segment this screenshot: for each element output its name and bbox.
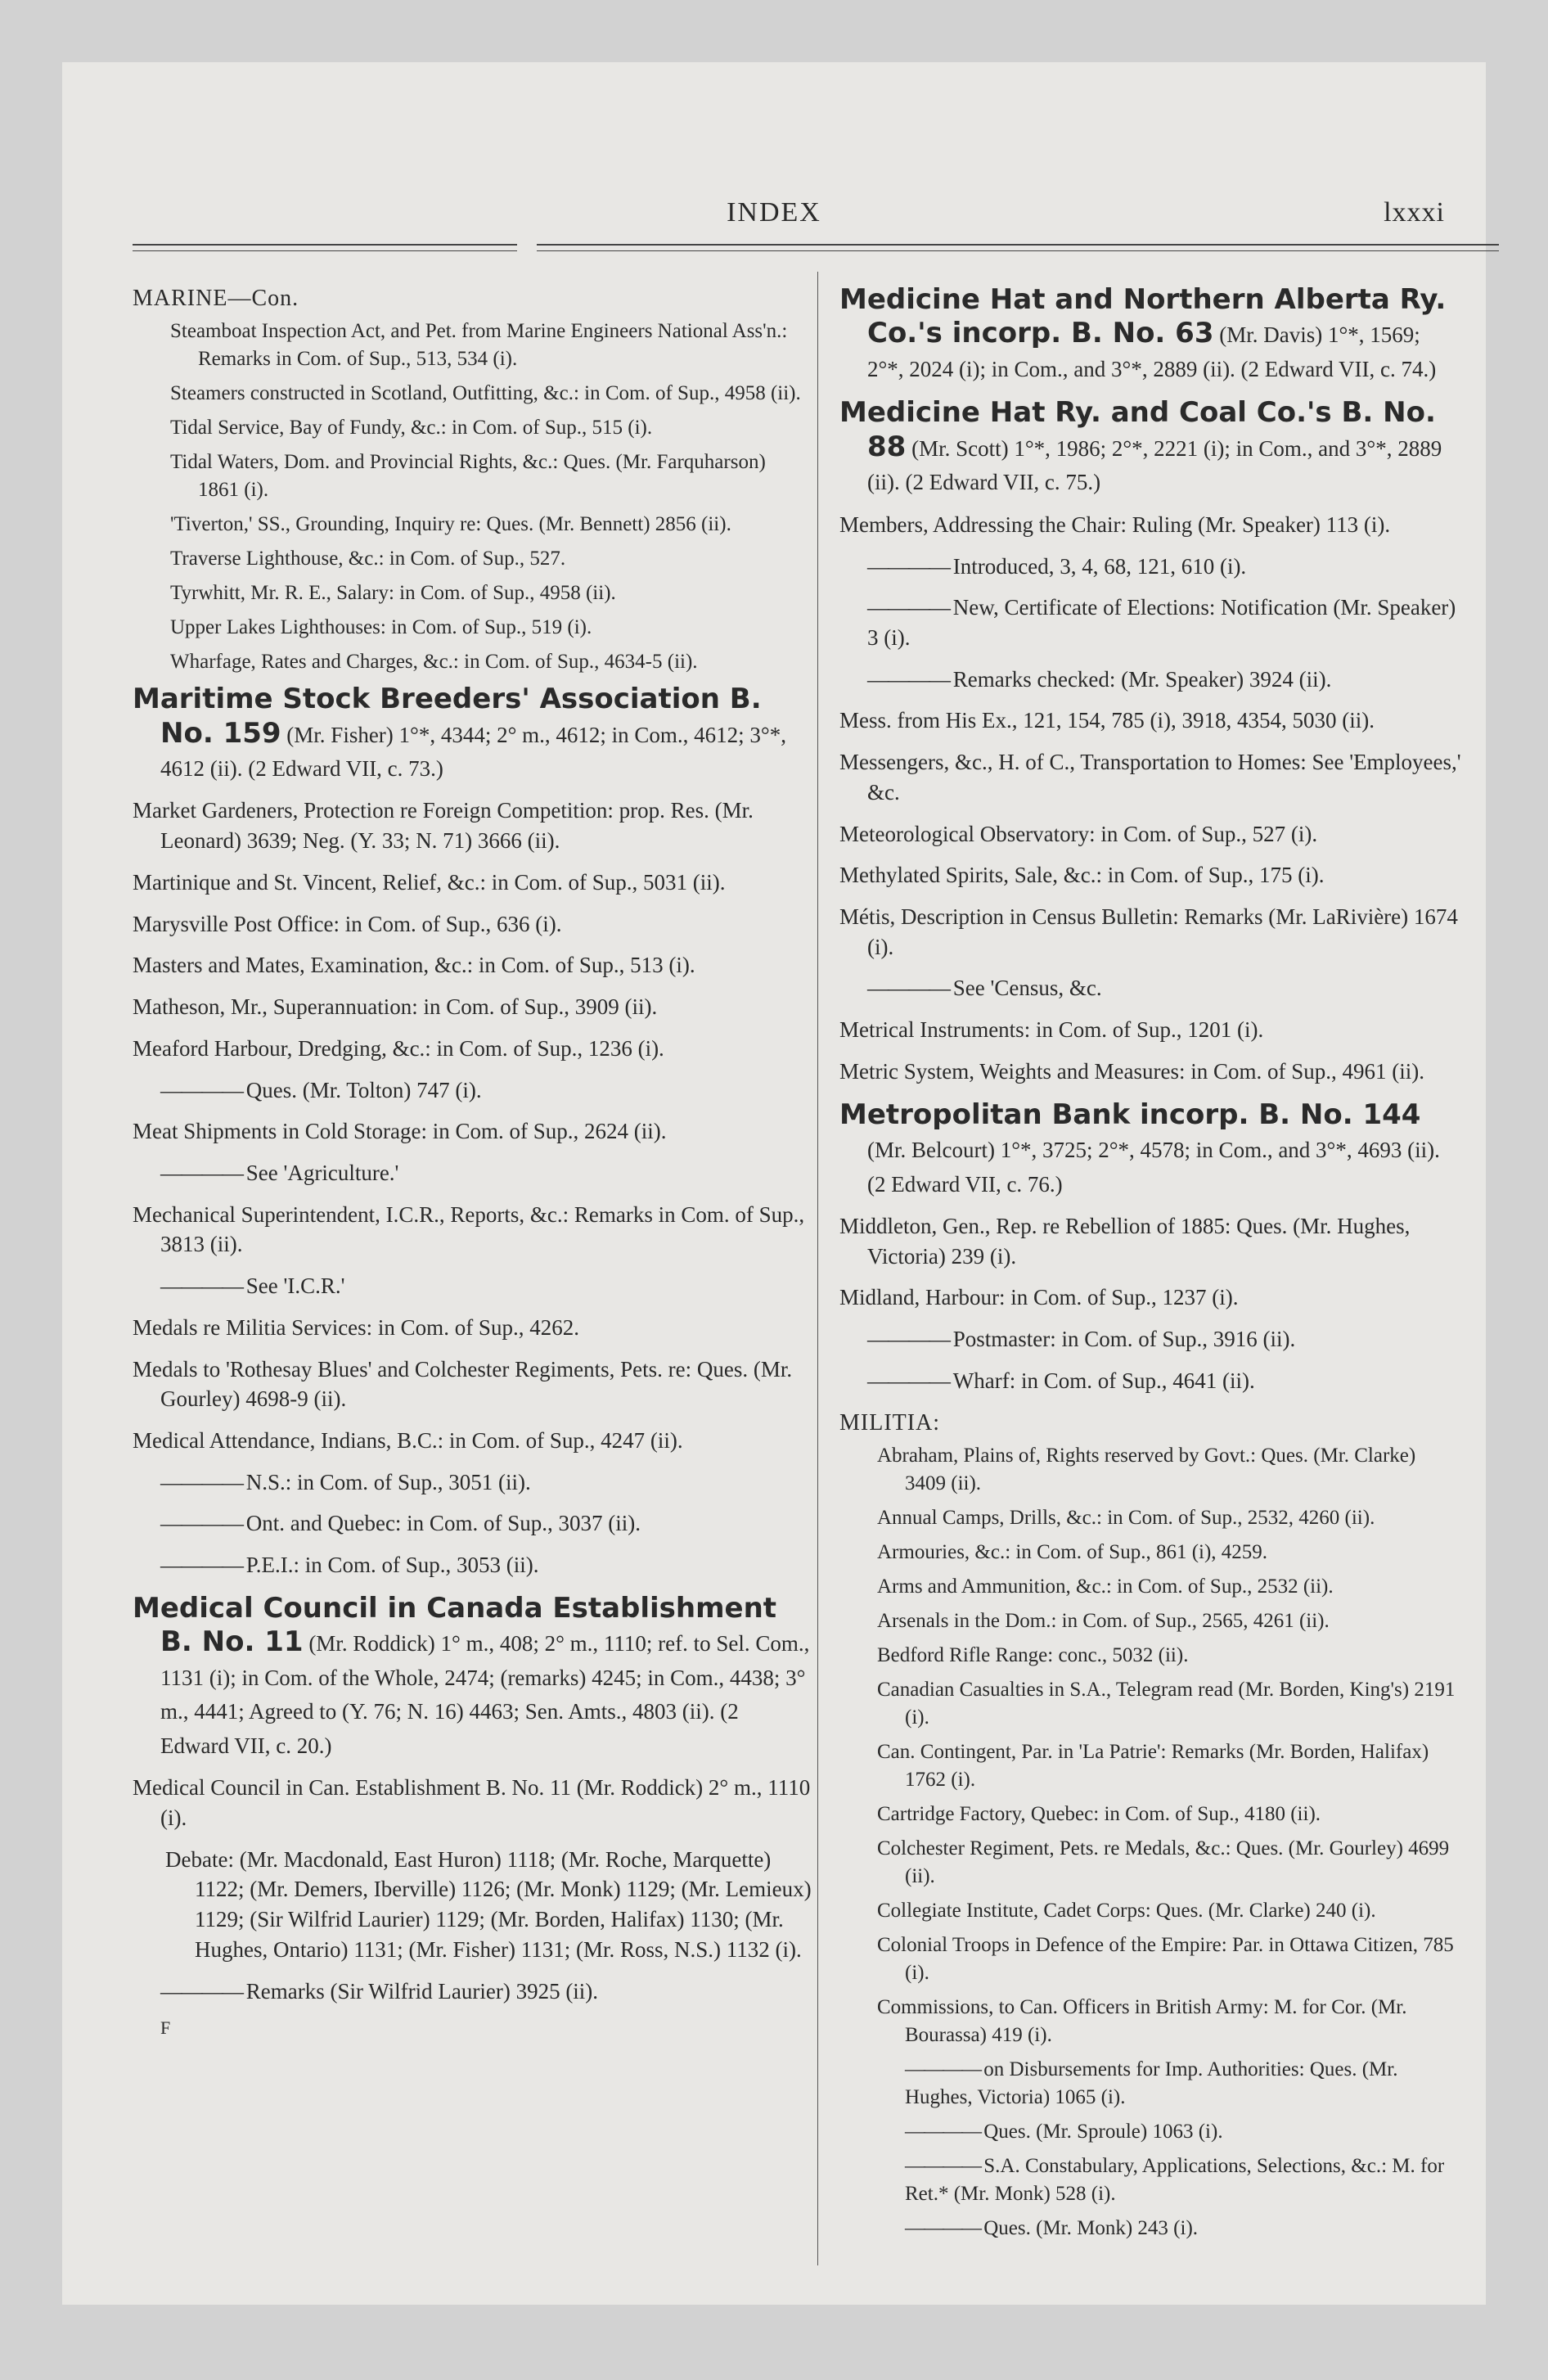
entry-text: Masters and Mates, Examination, &c.: in Com. of Sup., 513 (i). [133,953,695,978]
entry-text: Medical Council in Can. Establishment B. No. 11 (Mr. Roddick) 2° m., 1110 (i). [133,1775,811,1830]
entry-text: MILITIA: [839,1409,941,1436]
entry-text: Can. Contingent, Par. in 'La Patrie': Remarks (Mr. Borden, Halifax) 1762 (i). [877,1740,1429,1791]
entry-text: Medicine Hat and Northern Alberta Ry. Co.'s incorp. B. No. 63 [839,283,1447,350]
index-entry [133,1845,812,1965]
index-entry [839,1324,1461,1355]
index-entry [839,1607,1461,1635]
entry-text: Tidal Waters, Dom. and Provincial Rights, &c.: Ques. (Mr. Farquharson) 1861 (i). [170,451,766,502]
index-entry [133,909,812,940]
index-entry [133,1313,812,1343]
entry-text: Abraham, Plains of, Rights reserved by Govt.: Ques. (Mr. Clarke) 3409 (ii). [877,1444,1416,1494]
entry-detail: (Mr. Davis) 1°*, 1569; 2°*, 2024 (i); in Com., and 3°*, 2889 (ii). (2 Edward VII, c. 74.) [867,322,1437,381]
index-entry [839,283,1461,385]
index-entry [133,283,812,314]
index-entry [839,1931,1461,1987]
index-entry [133,1550,812,1580]
index-entry [133,380,812,408]
header-rule-right [537,244,1499,251]
index-entry [133,545,812,573]
index-entry [839,1897,1461,1925]
index-entry [839,2056,1461,2112]
index-entry [839,1738,1461,1794]
entry-text: Steamboat Inspection Act, and Pet. from Marine Engineers National Ass'n.: Remarks in Com. of Sup., 513, 534 (i). [170,320,788,371]
index-entry [133,1977,812,2007]
index-entry [839,860,1461,890]
entry-text: Wharfage, Rates and Charges, &c.: in Com. of Sup., 4634-5 (ii). [170,651,698,674]
index-entry [133,579,812,607]
entry-text: Remarks checked: (Mr. Speaker) 3924 (ii). [952,666,1332,692]
index-entry [839,1442,1461,1498]
index-entry [839,1504,1461,1532]
index-entry [839,819,1461,850]
entry-text: Collegiate Institute, Cadet Corps: Ques. (Mr. Clarke) 240 (i). [877,1899,1376,1922]
entry-text: Mess. from His Ex., 121, 154, 785 (i), 3918, 4354, 5030 (ii). [839,708,1375,733]
signature-mark: F [160,2017,171,2039]
entry-detail: (Mr. Belcourt) 1°*, 3725; 2°*, 4578; in Com., and 3°*, 4693 (ii). (2 Edward VII, c. 76.) [867,1138,1440,1197]
entry-text: Meaford Harbour, Dredging, &c.: in Com. of Sup., 1236 (i). [133,1035,664,1061]
index-entry [839,1015,1461,1045]
entry-text: Commissions, to Can. Officers in British Army: M. for Cor. (Mr. Bourassa) 419 (i). [877,1995,1407,2046]
index-entry [839,665,1461,695]
entry-detail: (Mr. Fisher) 1°*, 4344; 2° m., 4612; in Com., 4612; 3°*, 4612 (ii). (2 Edward VII, c. 73.) [160,722,786,782]
entry-text: Market Gardeners, Protection re Foreign Competition: prop. Res. (Mr. Leonard) 3639; Neg. (Y. 33; N. 71) 3666 (ii). [133,798,754,854]
entry-text: Arsenals in the Dom.: in Com. of Sup., 2565, 4261 (ii). [877,1609,1330,1632]
entry-text: Cartridge Factory, Quebec: in Com. of Sup., 4180 (ii). [877,1802,1321,1825]
entry-text: Debate: (Mr. Macdonald, East Huron) 1118; (Mr. Roche, Marquette) 1122; (Mr. Demers, Iberville) 1126; (Mr. Monk) 1129; (Mr. Lemieux) 1129; (Sir Wilfrid Laurier) 1129; (Mr. Borden, Halifax) 1130; (Mr. Hughes, Ontario) 1131; (Mr. Fisher) 1131; (Mr. Ross, N.S.) 1132 (i). [165,1846,812,1962]
index-entry [839,2118,1461,2146]
entry-text: 'Tiverton,' SS., Grounding, Inquiry re: Ques. (Mr. Bennett) 2856 (ii). [170,513,731,536]
entry-text: Medical Attendance, Indians, B.C.: in Com. of Sup., 4247 (ii). [133,1427,683,1453]
entry-text: Colchester Regiment, Pets. re Medals, &c.: Ques. (Mr. Gourley) 4699 (ii). [877,1837,1450,1887]
index-entry [133,1075,812,1106]
index-entry [839,1642,1461,1670]
entry-text: Methylated Spirits, Sale, &c.: in Com. of Sup., 175 (i). [839,863,1325,888]
index-entry [839,705,1461,736]
entry-text: Medical Council in Canada Establishment B. No. 11 [133,1591,777,1659]
index-entry [839,1057,1461,1087]
page-title: INDEX [727,197,821,228]
index-entry [839,1282,1461,1313]
entry-text: Métis, Description in Census Bulletin: Remarks (Mr. LaRivière) 1674 (i). [839,904,1458,959]
index-entry [839,2152,1461,2208]
entry-text: Steamers constructed in Scotland, Outfitting, &c.: in Com. of Sup., 4958 (ii). [170,382,801,405]
entry-text: Ques. (Mr. Sproule) 1063 (i). [983,2120,1223,2143]
index-entry [133,796,812,855]
entry-text: Ont. and Quebec: in Com. of Sup., 3037 (ii). [245,1511,641,1536]
index-entry [133,1467,812,1498]
index-entry [839,1098,1461,1200]
index-entry [133,614,812,642]
index-entry [839,1801,1461,1828]
entry-text: Midland, Harbour: in Com. of Sup., 1237 (i). [839,1285,1239,1310]
index-page [62,62,1486,2305]
entry-text: Postmaster: in Com. of Sup., 3916 (ii). [952,1327,1296,1352]
entry-text: Tyrwhitt, Mr. R. E., Salary: in Com. of Sup., 4958 (ii). [170,582,616,605]
header-rule-left [133,244,517,251]
running-head [62,197,1486,230]
index-entry [133,1508,812,1539]
entry-text: Martinique and St. Vincent, Relief, &c.: in Com. of Sup., 5031 (ii). [133,869,726,895]
index-entry [839,902,1461,962]
entry-text: Meat Shipments in Cold Storage: in Com. of Sup., 2624 (ii). [133,1119,667,1144]
index-entry [839,1835,1461,1891]
index-entry [839,1211,1461,1271]
entry-text: See 'Census, &c. [952,976,1102,1001]
entry-text: Metric System, Weights and Measures: in Com. of Sup., 4961 (ii). [839,1058,1425,1084]
index-entry [839,973,1461,1003]
index-entry [133,414,812,442]
entry-text: Traverse Lighthouse, &c.: in Com. of Sup., 527. [170,548,566,570]
index-entry [839,1539,1461,1566]
entry-text: P.E.I.: in Com. of Sup., 3053 (ii). [245,1553,539,1578]
entry-text: Medals to 'Rothesay Blues' and Colchester Regiments, Pets. re: Ques. (Mr. Gourley) 4698-9 (ii). [133,1356,793,1412]
index-entry [133,683,812,784]
index-entry [133,868,812,898]
entry-text: on Disbursements for Imp. Authorities: Ques. (Mr. Hughes, Victoria) 1065 (i). [905,2058,1398,2108]
index-entry [839,1676,1461,1732]
index-entry [839,1366,1461,1396]
index-entry [133,992,812,1022]
entry-text: New, Certificate of Elections: Notification (Mr. Speaker) 3 (i). [867,595,1456,650]
entry-text: MARINE—Con. [133,286,299,311]
entry-text: Armouries, &c.: in Com. of Sup., 861 (i), 4259. [877,1540,1268,1563]
index-entry [839,396,1461,498]
entry-text: Metropolitan Bank incorp. B. No. 144 [839,1098,1421,1131]
entry-text: Marysville Post Office: in Com. of Sup., 636 (i). [133,911,562,936]
entry-text: Tidal Service, Bay of Fundy, &c.: in Com. of Sup., 515 (i). [170,417,653,439]
index-entry [133,511,812,539]
entry-text: Meteorological Observatory: in Com. of Sup., 527 (i). [839,821,1318,846]
entry-text: Canadian Casualties in S.A., Telegram read (Mr. Borden, King's) 2191 (i). [877,1678,1456,1729]
index-entry [133,950,812,980]
index-entry [839,1994,1461,2049]
entry-text: Annual Camps, Drills, &c.: in Com. of Sup., 2532, 4260 (ii). [877,1506,1375,1529]
entry-text: Maritime Stock Breeders' Association B. No. 159 [133,683,762,750]
index-entry [133,1271,812,1301]
index-entry [133,648,812,676]
entry-text: Remarks (Sir Wilfrid Laurier) 3925 (ii). [245,1978,599,2004]
entry-text: Medals re Militia Services: in Com. of Sup., 4262. [133,1314,579,1340]
entry-text: Colonial Troops in Defence of the Empire: Par. in Ottawa Citizen, 785 (i). [877,1933,1454,1984]
entry-text: Medicine Hat Ry. and Coal Co.'s B. No. 88 [839,396,1436,463]
index-entry [839,552,1461,582]
index-entry [839,747,1461,807]
index-entry [133,318,812,373]
index-entry [133,449,812,504]
page-number: lxxxi [1384,197,1445,228]
entry-text: Introduced, 3, 4, 68, 121, 610 (i). [952,553,1247,579]
column-divider [817,272,818,2265]
entry-text: N.S.: in Com. of Sup., 3051 (ii). [245,1469,531,1494]
index-entry [133,1355,812,1414]
entry-text: Mechanical Superintendent, I.C.R., Reports, &c.: Remarks in Com. of Sup., 3813 (ii). [133,1201,805,1257]
entry-text: Arms and Ammunition, &c.: in Com. of Sup., 2532 (ii). [877,1575,1334,1598]
index-entry [133,1158,812,1188]
entry-text: Members, Addressing the Chair: Ruling (Mr. Speaker) 113 (i). [839,512,1391,537]
entry-text: See 'Agriculture.' [245,1160,399,1185]
entry-text: See 'I.C.R.' [245,1273,345,1299]
entry-text: Matheson, Mr., Superannuation: in Com. of Sup., 3909 (ii). [133,994,658,1020]
index-entry [133,1116,812,1147]
entry-text: Bedford Rifle Range: conc., 5032 (ii). [877,1643,1189,1666]
index-entry [133,1773,812,1832]
entry-text: Messengers, &c., H. of C., Transportation to Homes: See 'Employees,' &c. [839,750,1461,805]
entry-detail: (Mr. Scott) 1°*, 1986; 2°*, 2221 (i); in Com., and 3°*, 2889 (ii). (2 Edward VII, c. 75.) [867,435,1442,495]
index-entry [839,1573,1461,1601]
entry-text: S.A. Constabulary, Applications, Selections, &c.: M. for Ret.* (Mr. Monk) 528 (i). [905,2154,1445,2205]
index-entry [133,1034,812,1064]
entry-text: Ques. (Mr. Tolton) 747 (i). [245,1077,482,1102]
index-entry [133,1592,812,1761]
index-entry [839,1408,1461,1439]
entry-detail: (Mr. Roddick) 1° m., 408; 2° m., 1110; ref. to Sel. Com., 1131 (i); in Com. of the Whole, 2474; (remarks) 4245; in Com., 4438; 3° m., 4441; Agreed to (Y. 76; N. 16) 4463; Sen. Amts., 4803 (ii). (2 Edward VII, c. 20.) [160,1631,810,1758]
index-entry [133,1200,812,1260]
entry-text: Upper Lakes Lighthouses: in Com. of Sup., 519 (i). [170,616,592,639]
entry-text: Wharf: in Com. of Sup., 4641 (ii). [952,1368,1255,1393]
left-column [133,283,812,2039]
entry-text: Metrical Instruments: in Com. of Sup., 1201 (i). [839,1017,1264,1043]
entry-text: Ques. (Mr. Monk) 243 (i). [983,2216,1199,2239]
right-column [839,283,1461,2249]
entry-text: Middleton, Gen., Rep. re Rebellion of 1885: Ques. (Mr. Hughes, Victoria) 239 (i). [839,1214,1411,1269]
index-entry [839,2215,1461,2243]
index-entry [133,1426,812,1456]
index-entry [839,510,1461,540]
index-entry [839,593,1461,652]
